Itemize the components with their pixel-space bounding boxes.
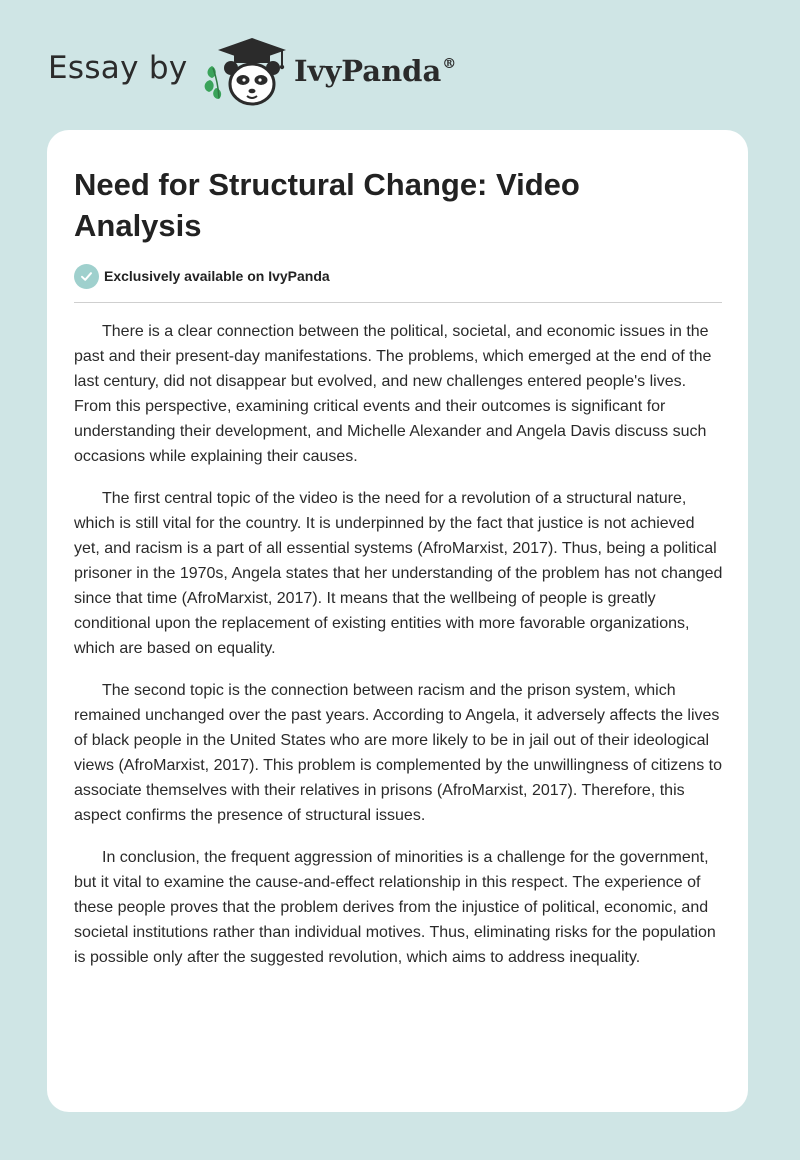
essay-card [47,130,748,1112]
registered-mark: ® [442,56,457,72]
panda-face-icon [224,61,280,104]
essay-by-label: Essay by [48,50,188,86]
exclusive-badge [74,263,330,289]
paragraph: In conclusion, the frequent aggression of minorities is a challenge for the government, but it vital to examine the cause-and-effect relationship in this respect. The experience of these people proves that the problem derives from the injustice of political, economic, and societal institutions rather than individual motives. Thus, eliminating risks for the population is possible only after the suggested revolution, which aims to address inequality. [74,849,716,966]
check-circle-icon [74,264,99,289]
page-title: Need for Structural Change: Video Analysis [74,167,580,243]
divider [74,302,722,303]
paragraph: The first central topic of the video is the need for a revolution of a structural nature, which is still vital for the country. It is underpinned by the fact that justice is not achieved yet, and racism is a part of all essential systems (AfroMarxist, 2017). Thus, being a political prisoner in the 1970s, Angela states that her understanding of the problem has not changed since that time (AfroMarxist, 2017). It means that the wellbeing of people is greatly conditional upon the replacement of existing entities with more favorable organizations, which are based on equality. [74,490,723,657]
checkmark-icon [80,270,93,283]
exclusive-badge-label: Exclusively available on IvyPanda [104,268,330,284]
brand-name[interactable] [294,54,456,88]
ivypanda-logo-icon[interactable] [202,36,292,108]
paragraph: The second topic is the connection between racism and the prison system, which remained unchanged over the past years. According to Angela, it adversely affects the lives of black people in the United States who are more likely to be in jail out of their ideological views (AfroMarxist, 2017). This problem is complemented by the unwillingness of citizens to associate themselves with their relatives in prisons (AfroMarxist, 2017). Therefore, this aspect confirms the presence of structural issues. [74,682,722,824]
paragraph: There is a clear connection between the political, societal, and economic issues in the past and their present-day manifestations. The problems, which emerged at the end of the last century, did not disappear but evolved, and new challenges entered people's lives. From this perspective, examining critical events and their outcomes is significant for understanding their development, and Michelle Alexander and Angela Davis discuss such occasions while explaining their causes. [74,323,712,465]
essay-body [74,319,724,987]
brand-name-text: IvyPanda [294,54,442,88]
site-header [48,36,548,108]
